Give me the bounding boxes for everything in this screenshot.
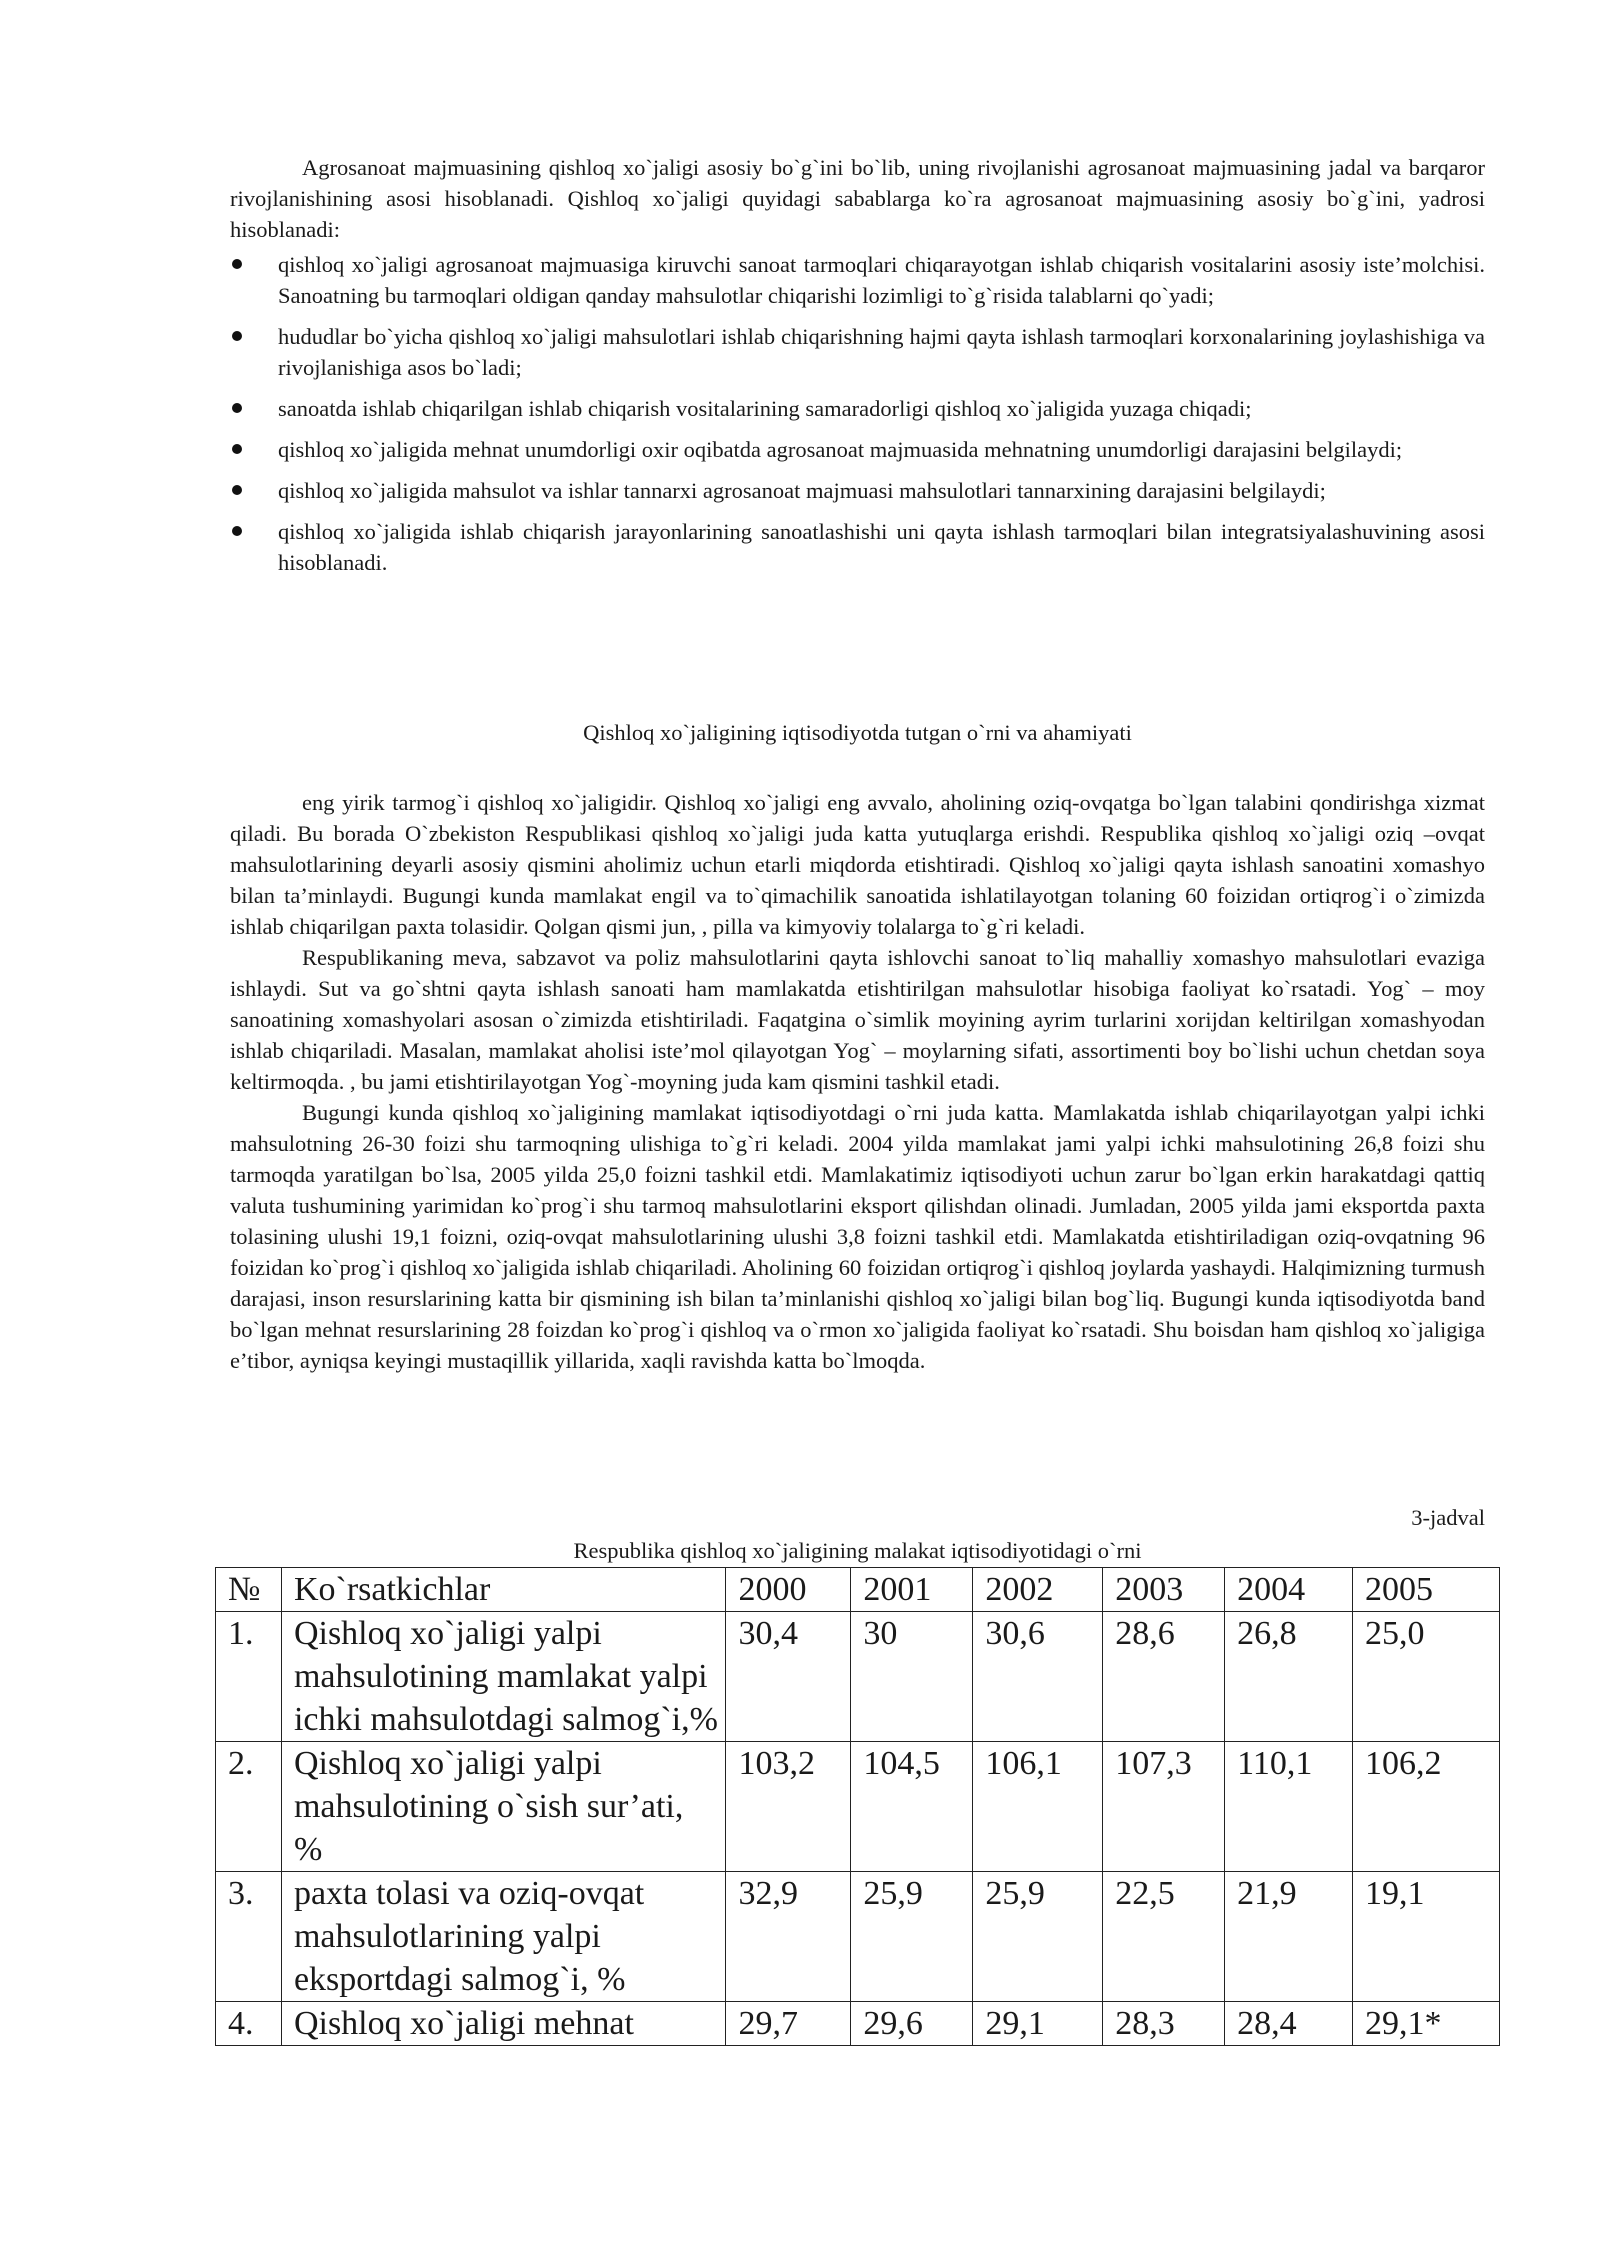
table-cell: 4. — [216, 2002, 282, 2046]
header-cell: 2000 — [726, 1568, 851, 1612]
table-cell: 19,1 — [1353, 1872, 1500, 2002]
table-cell: 106,2 — [1353, 1742, 1500, 1872]
header-cell: Ko`rsatkichlar — [281, 1568, 726, 1612]
bullet-item: hududlar bo`yicha qishloq xo`jaligi mahsulotlari ishlab chiqarishning hajmi qayta ishlash tarmoqlari korxonalarining joylashishiga va rivojlanishiga asos bo`ladi; — [230, 321, 1485, 383]
table-cell: 26,8 — [1225, 1612, 1353, 1742]
table-cell: 28,6 — [1103, 1612, 1225, 1742]
table-cell: 1. — [216, 1612, 282, 1742]
table-cell: 25,0 — [1353, 1612, 1500, 1742]
table-row — [216, 2002, 1500, 2046]
table-cell: Qishloq xo`jaligi mehnat — [281, 2002, 726, 2046]
body-paragraph: Bugungi kunda qishloq xo`jaligining mamlakat iqtisodiyotdagi o`rni juda katta. Mamlakatda ishlab chiqarilayotgan yalpi ichki mahsulotning 26-30 foizi shu tarmoqning ulishiga to`g`ri keladi. 2004 yilda mamlakat jami yalpi ichki mahsulotining 26,8 foizi shu tarmoqda yaratilgan bo`lsa, 2005 yilda 25,0 foizni tashkil etdi. Mamlakatimiz iqtisodiyoti uchun zarur bo`lgan erkin harakatdagi qattiq valuta tushumining yarimidan ko`prog`i shu tarmoq mahsulotlarini eksport qilishdan olinadi. Jumladan, 2005 yilda jami eksportda paxta tolasining ulushi 19,1 foizni, oziq-ovqat mahsulotlarining ulushi 3,8 foizni tashkil etdi. Mamlakatda etishtiriladigan oziq-ovqatning 96 foizidan ko`prog`i qishloq xo`jaligida ishlab chiqariladi. Aholining 60 foizidan ortiqrog`i qishloq joylarda yashaydi. Halqimizning turmush darajasi, inson resurslarining katta bir qismining ish bilan ta’minlanishi qishloq xo`jaligi bilan bog`liq. Bugungi kunda iqtisodiyotda band bo`lgan mehnat resurslarining 28 foizdan ko`prog`i qishloq va o`rmon xo`jaligida faoliyat ko`rsatadi. Shu boisdan ham qishloq xo`jaligiga e’tibor, ayniqsa keyingi mustaqillik yillarida, xaqli ravishda katta bo`lmoqda. — [230, 1100, 1485, 1373]
table-cell: 25,9 — [851, 1872, 973, 2002]
table-caption: Respublika qishloq xo`jaligining malakat iqtisodiyotidagi o`rni — [573, 1538, 1142, 1563]
header-cell: 2001 — [851, 1568, 973, 1612]
table-cell: Qishloq xo`jaligi yalpi mahsulotining o`sish sur’ati, % — [281, 1742, 726, 1872]
body-section — [230, 787, 1485, 1376]
table-cell: 103,2 — [726, 1742, 851, 1872]
table-row — [216, 1872, 1500, 2002]
header-cell: № — [216, 1568, 282, 1612]
body-paragraph: Respublikaning meva, sabzavot va poliz mahsulotlarini qayta ishlovchi sanoat to`liq mahalliy xomashyo mahsulotlari evaziga ishlaydi. Sut va go`shtni qayta ishlash sanoati ham mamlakatda etishtirilgan mahsulotlar hisobiga faoliyat ko`rsatadi. Yog` – moy sanoatining xomashyolari asosan o`zimizda etishtiriladi. Faqatgina o`simlik moyining ayrim turlarini xorijdan keltirilgan xomashyodan ishlab chiqariladi. Masalan, mamlakat aholisi iste’mol qilayotgan Yog` – moylarning sifati, assortimenti boy bo`lishi uchun chetdan soya keltirmoqda. , bu jami etishtirilayotgan Yog`-moyning juda kam qismini tashkil etadi. — [230, 945, 1485, 1094]
intro-section — [230, 152, 1485, 588]
bullet-item: qishloq xo`jaligida ishlab chiqarish jarayonlarining sanoatlashishi uni qayta ishlash tarmoqlari bilan integratsiyalashuvining asosi hisoblanadi. — [230, 516, 1485, 578]
table-cell: 29,1 — [973, 2002, 1103, 2046]
table-cell: 104,5 — [851, 1742, 973, 1872]
data-table — [215, 1567, 1500, 2046]
table-cell: 107,3 — [1103, 1742, 1225, 1872]
table-cell: 106,1 — [973, 1742, 1103, 1872]
intro-paragraph: Agrosanoat majmuasining qishloq xo`jaligi asosiy bo`g`ini bo`lib, uning rivojlanishi agrosanoat majmuasining jadal va barqaror rivojlanishining asosi hisoblanadi. Qishloq xo`jaligi quyidagi sabablarga ko`ra agrosanoat majmuasining asosiy bo`g`ini, yadrosi hisoblanadi: — [230, 155, 1485, 242]
table-cell: 22,5 — [1103, 1872, 1225, 2002]
table-cell: 30,6 — [973, 1612, 1103, 1742]
header-cell: 2005 — [1353, 1568, 1500, 1612]
table-cell: Qishloq xo`jaligi yalpi mahsulotining mamlakat yalpi ichki mahsulotdagi salmog`i,% — [281, 1612, 726, 1742]
table-cell: 28,4 — [1225, 2002, 1353, 2046]
bullet-list — [230, 249, 1485, 578]
bullet-item: sanoatda ishlab chiqarilgan ishlab chiqarish vositalarining samaradorligi qishloq xo`jaligida yuzaga chiqadi; — [230, 393, 1485, 424]
table-cell: 29,1* — [1353, 2002, 1500, 2046]
table-cell: 29,7 — [726, 2002, 851, 2046]
header-cell: 2002 — [973, 1568, 1103, 1612]
table-cell: 29,6 — [851, 2002, 973, 2046]
table-header-row — [216, 1568, 1500, 1612]
table-cell: 21,9 — [1225, 1872, 1353, 2002]
table-row — [216, 1742, 1500, 1872]
table-cell: 30 — [851, 1612, 973, 1742]
table-cell: 25,9 — [973, 1872, 1103, 2002]
bullet-item: qishloq xo`jaligi agrosanoat majmuasiga kiruvchi sanoat tarmoqlari chiqarayotgan ishlab chiqarish vositalarini asosiy iste’molchisi. Sanoatning bu tarmoqlari oldigan qanday mahsulotlar chiqarishi lozimligi to`g`risida talablarni qo`yadi; — [230, 249, 1485, 311]
bullet-item: qishloq xo`jaligida mahsulot va ishlar tannarxi agrosanoat majmuasi mahsulotlari tannarxining darajasini belgilaydi; — [230, 475, 1485, 506]
table-cell: 110,1 — [1225, 1742, 1353, 1872]
table-cell: paxta tolasi va oziq-ovqat mahsulotlarining yalpi eksportdagi salmog`i, % — [281, 1872, 726, 2002]
table-cell: 32,9 — [726, 1872, 851, 2002]
header-cell: 2004 — [1225, 1568, 1353, 1612]
table-cell: 3. — [216, 1872, 282, 2002]
bullet-item: qishloq xo`jaligida mehnat unumdorligi oxir oqibatda agrosanoat majmuasida mehnatning unumdorligi darajasini belgilaydi; — [230, 434, 1485, 465]
table-cell: 28,3 — [1103, 2002, 1225, 2046]
table-cell: 30,4 — [726, 1612, 851, 1742]
table-cell: 2. — [216, 1742, 282, 1872]
section-heading: Qishloq xo`jaligining iqtisodiyotda tutgan o`rni va ahamiyati — [583, 720, 1132, 745]
table-row — [216, 1612, 1500, 1742]
body-paragraph: eng yirik tarmog`i qishloq xo`jaligidir. Qishloq xo`jaligi eng avvalo, aholining oziq-ovqatga bo`lgan talabini qondirishga xizmat qiladi. Bu borada O`zbekiston Respublikasi qishloq xo`jaligi juda katta yutuqlarga erishdi. Respublika qishloq xo`jaligi oziq –ovqat mahsulotlarining deyarli asosiy qismini aholimiz uchun etarli miqdorda etishtiradi. Qishloq xo`jaligi qayta ishlash sanoatini xomashyo bilan ta’minlaydi. Bugungi kunda mamlakat engil va to`qimachilik sanoatida ishlatilayotgan tolaning 60 foizidan ortiqrog`i o`zimizda ishlab chiqarilgan paxta tolasidir. Qolgan qismi jun, , pilla va kimyoviy tolalarga to`g`ri keladi. — [230, 790, 1485, 939]
table-number: 3-jadval — [1411, 1505, 1485, 1530]
header-cell: 2003 — [1103, 1568, 1225, 1612]
